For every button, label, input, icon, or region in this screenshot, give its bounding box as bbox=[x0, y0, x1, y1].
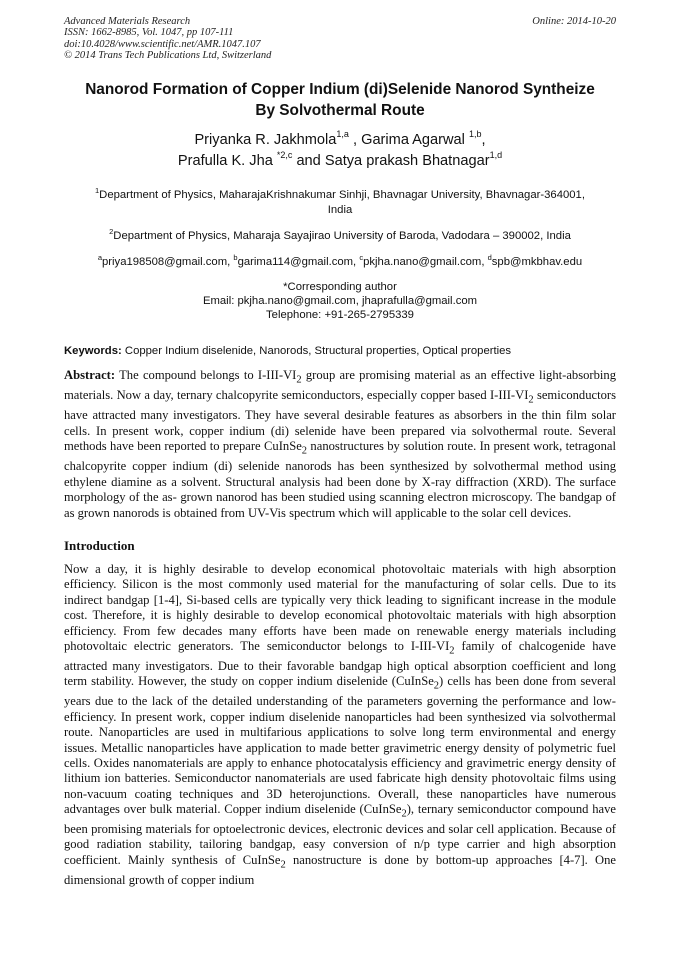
affiliation-2-marker: 2 bbox=[109, 227, 114, 237]
abstract-label: Abstract: bbox=[64, 368, 116, 382]
section-heading-introduction: Introduction bbox=[64, 538, 135, 553]
online-date: Online: 2014-10-20 bbox=[532, 16, 616, 27]
copyright-line: © 2014 Trans Tech Publications Ltd, Switzerland bbox=[64, 50, 272, 62]
introduction-text: family of chalcogenide have attracted many investigators. Due to their favorable bandgap high optical absorption coefficient and long term stability. However, the study on copper indium diselenide (CuInSe bbox=[64, 639, 616, 689]
subscript: 2 bbox=[433, 680, 440, 692]
email-c-marker: c bbox=[359, 253, 364, 263]
email-a[interactable]: priya198508@gmail.com, bbox=[102, 256, 234, 268]
title-line-2: By Solvothermal Route bbox=[255, 101, 425, 119]
subscript: 2 bbox=[301, 445, 308, 457]
affiliation-1-line-1 bbox=[64, 188, 616, 203]
subscript: 2 bbox=[401, 808, 407, 820]
introduction-text: ), ternary semiconductor compound have been promising materials for optoelectronic devices, electronic devices and solar cell application. Because of good radiation stability, tailoring bandgap, easy conversion of n/p type carrier and high absorption coefficient. Mainly synthesis of CuInSe bbox=[64, 802, 616, 867]
doi-line: doi:10.4028/www.scientific.net/AMR.1047.107 bbox=[64, 38, 261, 50]
authors-line-2 bbox=[64, 151, 616, 172]
corresponding-author-block bbox=[64, 280, 616, 322]
corresponding-telephone: Telephone: +91-265-2795339 bbox=[266, 309, 414, 321]
authors-line-1 bbox=[64, 130, 616, 151]
keywords-text: Copper Indium diselenide, Nanorods, Structural properties, Optical properties bbox=[121, 345, 512, 357]
affiliation-1-text: Department of Physics, MaharajaKrishnakumar Sinhji, Bhavnagar University, Bhavnagar-364001, bbox=[99, 189, 585, 201]
email-d-marker: d bbox=[487, 253, 492, 263]
subscript: 2 bbox=[449, 645, 455, 657]
author-3: Prafulla K. Jha bbox=[177, 153, 277, 169]
author-separator: , bbox=[348, 132, 362, 148]
author-3-affiliation: *2,c bbox=[276, 150, 293, 161]
abstract-text: nanostructures by solution route. In present work, tetragonal chalcopyrite copper indium (di) selenide nanorods has been synthesized by solvothermal method using ethylene diamine as a solvent. Structural analysis had been done by X-ray diffraction (XRD). The surface morphology of the as- grown nanorod has been studied using scanning electron microscopy. The bandgap of as grown nanorods is obtained from UV-Vis spectrum which will applicable to the solar cell devices. bbox=[64, 439, 616, 520]
author-conjunction: and bbox=[292, 153, 325, 169]
affiliation-1-marker: 1 bbox=[95, 186, 100, 196]
affiliation-1-line-2: India bbox=[327, 204, 353, 216]
keywords bbox=[64, 344, 616, 358]
author-separator: , bbox=[481, 132, 486, 148]
keywords-label: Keywords: bbox=[64, 345, 122, 357]
issn-line: ISSN: 1662-8985, Vol. 1047, pp 107-111 bbox=[64, 27, 234, 39]
author-2: Garima Agarwal bbox=[361, 132, 469, 148]
affiliation-1 bbox=[64, 188, 616, 218]
abstract-text: The compound belongs to I-III-VI bbox=[115, 368, 297, 382]
affiliation-2-text: Department of Physics, Maharaja Sayajirao University of Baroda, Vadodara – 390002, India bbox=[113, 230, 571, 242]
introduction-text: nanostructure is done by bottom-up approaches [4-7]. One dimensional growth of copper indium bbox=[64, 852, 616, 887]
subscript: 2 bbox=[280, 859, 286, 871]
author-2-affiliation: 1,b bbox=[468, 129, 482, 140]
abstract bbox=[64, 368, 616, 521]
email-b[interactable]: garima114@gmail.com, bbox=[237, 256, 360, 268]
author-1: Priyanka R. Jakhmola bbox=[194, 132, 337, 148]
journal-name: Advanced Materials Research bbox=[64, 16, 191, 27]
journal-header bbox=[64, 16, 616, 62]
email-c[interactable]: pkjha.nano@gmail.com, bbox=[363, 256, 488, 268]
author-list bbox=[64, 130, 616, 172]
author-emails bbox=[64, 255, 616, 270]
introduction-text: ) cells has been done from several years due to the lack of the detailed understanding of the parameters governing the performance and low-efficiency. In present work, copper indium diselenide nanoparticles had been synthesized via solvothermal route. Nanoparticles are used in multifarious applications to solve long term environmental and energy issues. Metallic nanoparticles have application to made better gravimetric energy density of polymetric fuel cells. Oxides nanomaterials are apply to enhance photocatalysis efficiency and gravimetric energy density of lithium ion batteries. Semiconductor nanomaterials are used fabricate high density photovoltaic films using non-vacuum coating techniques and 3D heterojunctions. Overall, these nanoparticles have numerous advantages over bulk material. Copper indium diselenide (CuInSe bbox=[64, 674, 616, 817]
corresponding-label: *Corresponding author bbox=[283, 281, 397, 293]
abstract-text: semiconductors have attracted many investigators. They have several desirable features as absorbers in the thin film solar cells. In present work, copper indium (di) selenide have been prepared via solvothermal route. Several methods have been reported to prepare CuInSe bbox=[64, 388, 616, 454]
email-a-marker: a bbox=[97, 253, 102, 263]
author-4-affiliation: 1,d bbox=[489, 150, 503, 161]
introduction-paragraph bbox=[64, 562, 616, 888]
email-b-marker: b bbox=[233, 253, 238, 263]
affiliation-2 bbox=[64, 229, 616, 244]
email-d[interactable]: spb@mkbhav.edu bbox=[491, 256, 583, 268]
abstract-text: group are promising material as an effective light-absorbing materials. Now a day, ternary chalcopyrite semiconductors, especially copper based I-III-VI bbox=[64, 368, 616, 403]
author-4: Satya prakash Bhatnagar bbox=[324, 153, 490, 169]
paper-title bbox=[64, 80, 616, 121]
introduction-text: Now a day, it is highly desirable to develop economical photovoltaic materials with high absorption efficiency. Silicon is the most commonly used material for the manufacturing of solar cells. Due to its indirect bandgap [1-4], Si-based cells are typically very thick leading to significant increase in the module cost. Therefore, it is highly desirable to develop economical photovoltaic materials with high absorption efficiency. From few decades many efforts have been made on renewable energy materials including photovoltaic electric generators. The semiconductor belongs to I-III-VI bbox=[64, 562, 616, 654]
title-line-1: Nanorod Formation of Copper Indium (di)Selenide Nanorod Syntheize bbox=[85, 81, 595, 98]
subscript: 2 bbox=[528, 394, 534, 406]
subscript: 2 bbox=[296, 374, 302, 386]
author-1-affiliation: 1,a bbox=[336, 129, 349, 140]
corresponding-email[interactable]: Email: pkjha.nano@gmail.com, jhaprafulla@gmail.com bbox=[202, 295, 478, 307]
